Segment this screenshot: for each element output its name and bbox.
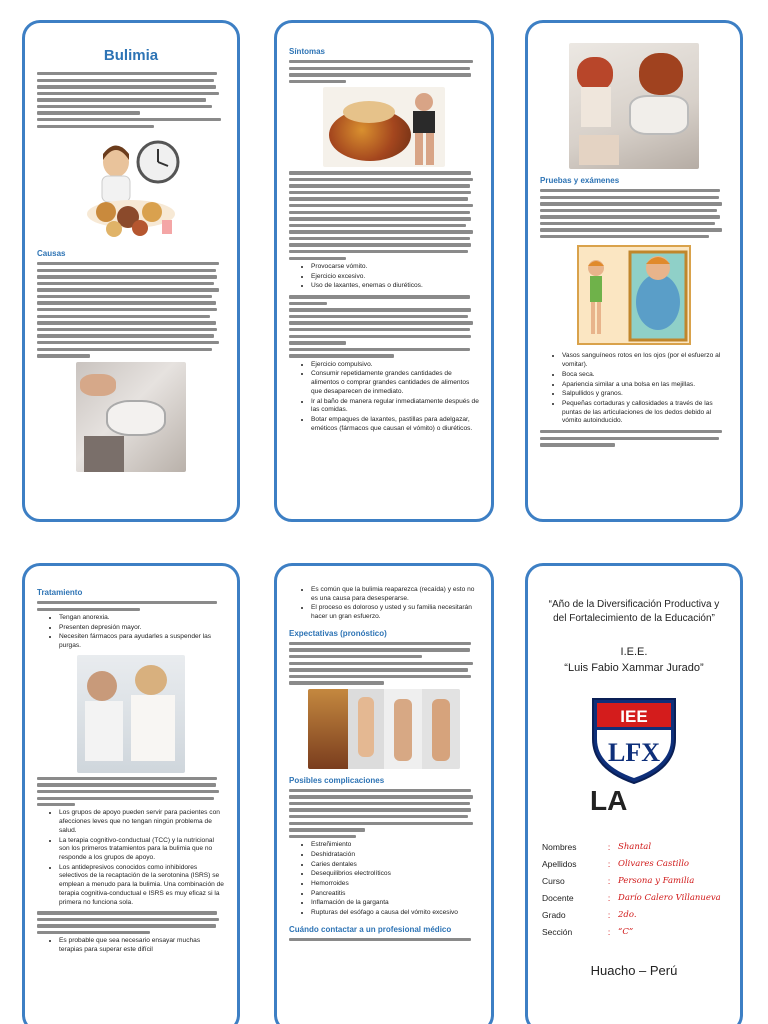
- text-line: [37, 79, 214, 82]
- info-label: Grado: [542, 910, 566, 921]
- text-line: [289, 789, 471, 792]
- causes-heading: Causas: [37, 249, 66, 259]
- purge-methods-list: [289, 263, 479, 291]
- bathroom-distress-photo: [569, 43, 699, 169]
- text-line: [37, 931, 150, 934]
- brochure-title: LA: [590, 784, 628, 816]
- school-shield-logo: [589, 693, 679, 785]
- text-line: [37, 783, 216, 786]
- text-line: [37, 275, 217, 278]
- list-item: • Presenten depresión mayor.: [59, 624, 225, 633]
- info-label: Curso: [542, 876, 565, 887]
- signs-list: [289, 361, 479, 434]
- tests-heading: Pruebas y exámenes: [540, 176, 620, 185]
- text-line: [540, 222, 715, 225]
- list-item: • Boca seca.: [562, 371, 728, 380]
- list-item: • Deshidratación: [311, 851, 479, 860]
- prognosis-paragraph: [289, 642, 479, 685]
- text-line: [37, 98, 206, 101]
- logo-top-text: IEE: [620, 706, 648, 726]
- info-value: Shantal: [618, 842, 652, 853]
- list-item: • La terapia cognitivo-conductual (TCC) y la nutricional son los primeros tratamientos para la bulimia que no responde a los grupos de apoyo.: [59, 837, 225, 863]
- text-line: [289, 802, 470, 805]
- text-line: [540, 443, 615, 446]
- women-dressing-photo: [77, 655, 185, 773]
- list-item: • Rupturas del esófago a causa del vómito excesivo: [311, 909, 479, 918]
- tests-paragraph: [540, 189, 728, 238]
- list-item: • Provocarse vómito.: [311, 263, 479, 272]
- school-line-2: “Luis Fabio Xammar Jurado”: [564, 661, 704, 674]
- text-line: [37, 85, 216, 88]
- text-line: [37, 262, 219, 265]
- city-country: Huacho – Perú: [590, 962, 678, 978]
- info-row: [540, 924, 728, 941]
- treatment-intro: [37, 601, 225, 611]
- list-item: • Los antidepresivos conocidos como inhibidores selectivos de la recaptación de la serotonina (ISRS) se emplean a menudo para la bulimia. Una combinación de terapia cognitiva-conductual e ISRS es muy eficaz si la primera no funciona sola.: [59, 864, 225, 908]
- symptoms-paragraph: [289, 171, 479, 260]
- text-line: [37, 72, 217, 75]
- text-line: [37, 341, 219, 344]
- text-line: [540, 209, 717, 212]
- list-item: • Uso de laxantes, enemas o diuréticos.: [311, 282, 479, 291]
- info-value: Persona y Familia: [618, 876, 695, 887]
- text-line: [289, 184, 470, 187]
- list-item: • Vasos sanguíneos rotos en los ojos (por el esfuerzo al vomitar).: [562, 352, 728, 369]
- text-line: [289, 341, 346, 344]
- text-line: [289, 328, 470, 331]
- logo-bottom-text: LFX: [608, 737, 660, 767]
- list-item: • Ejercicio compulsivo.: [311, 361, 479, 370]
- text-line: [37, 911, 217, 914]
- text-line: [37, 321, 216, 324]
- bathroom-photo: [76, 362, 186, 472]
- symptoms-paragraph-2: [289, 295, 479, 358]
- info-label: Docente: [542, 893, 574, 904]
- text-line: [289, 335, 471, 338]
- contact-heading: Cuándo contactar a un profesional médico: [289, 924, 452, 934]
- info-label: Nombres: [542, 842, 577, 853]
- text-line: [37, 803, 75, 806]
- text-line: [289, 815, 468, 818]
- text-line: [540, 235, 709, 238]
- panel-symptoms: [274, 20, 494, 522]
- contact-paragraph: [289, 938, 479, 941]
- info-separator: :: [607, 927, 611, 938]
- treatment-paragraph-2: [37, 911, 225, 934]
- relapse-notes-list: [289, 586, 479, 622]
- text-line: [289, 295, 470, 298]
- panel-cover: [525, 563, 743, 1024]
- text-line: [289, 348, 470, 351]
- list-item: • Es probable que sea necesario ensayar muchas terapias para superar este difícil: [59, 937, 225, 954]
- info-label: Sección: [542, 927, 573, 938]
- text-line: [289, 80, 346, 83]
- info-separator: :: [607, 876, 611, 887]
- school-name: [540, 645, 728, 677]
- text-line: [540, 196, 719, 199]
- text-line: [289, 237, 470, 240]
- student-info-table: [540, 839, 728, 941]
- list-item: • Salpullidos y granos.: [562, 390, 728, 399]
- info-separator: :: [607, 910, 611, 921]
- text-line: [289, 191, 471, 194]
- list-item: • Inflamación de la garganta: [311, 899, 479, 908]
- info-separator: :: [607, 842, 611, 853]
- list-item: • Es común que la bulimia reaparezca (recaída) y esto no es una causa para desesperarse.: [311, 586, 479, 603]
- text-line: [289, 822, 473, 825]
- info-value: “C”: [618, 927, 634, 938]
- panel-prognosis: [274, 563, 494, 1024]
- text-line: [289, 642, 471, 645]
- info-label: Apellidos: [542, 859, 577, 870]
- text-line: [37, 601, 217, 604]
- text-line: [289, 171, 471, 174]
- info-value: 2do.: [618, 910, 637, 921]
- text-line: [37, 269, 216, 272]
- list-item: • Pancreatitis: [311, 890, 479, 899]
- text-line: [37, 288, 219, 291]
- text-line: [37, 105, 212, 108]
- text-line: [540, 202, 722, 205]
- complications-heading: Posibles complicaciones: [289, 775, 385, 785]
- text-line: [37, 315, 210, 318]
- text-line: [37, 328, 217, 331]
- text-line: [289, 60, 473, 63]
- text-line: [289, 224, 466, 227]
- text-line: [289, 354, 394, 357]
- list-item: • Apariencia similar a una bolsa en las mejillas.: [562, 381, 728, 390]
- hospital-criteria-list: [37, 614, 225, 651]
- text-line: [289, 835, 356, 838]
- text-line: [37, 334, 214, 337]
- panel-title: Bulimia: [103, 47, 159, 64]
- text-line: [289, 808, 471, 811]
- list-item: • Tengan anorexia.: [59, 614, 225, 623]
- text-line: [289, 648, 470, 651]
- year-heading: “Año de la Diversificación Productiva y del Fortalecimiento de la Educación”: [548, 599, 720, 624]
- complications-paragraph: [289, 789, 479, 838]
- before-after-photo: [308, 689, 460, 769]
- text-line: [540, 228, 722, 231]
- info-value: Olivares Castillo: [618, 859, 690, 870]
- text-line: [37, 308, 217, 311]
- text-line: [289, 217, 471, 220]
- text-line: [37, 348, 212, 351]
- text-line: [540, 437, 719, 440]
- text-line: [540, 215, 720, 218]
- text-line: [289, 681, 384, 684]
- text-line: [289, 828, 365, 831]
- text-line: [540, 430, 722, 433]
- list-item: • Consumir repetidamente grandes cantidades de alimentos o comprar grandes cantidades de alimentos que desaparecen de inmediato.: [311, 370, 479, 396]
- text-line: [289, 308, 471, 311]
- list-item: • Necesiten fármacos para ayudarles a suspender las purgas.: [59, 633, 225, 650]
- text-line: [289, 211, 470, 214]
- panel-treatment: [22, 563, 240, 1024]
- text-line: [289, 668, 468, 671]
- exam-findings-list: [540, 352, 728, 426]
- info-row: [540, 839, 728, 856]
- text-line: [37, 777, 217, 780]
- text-line: [289, 938, 471, 941]
- text-line: [289, 230, 473, 233]
- tests-paragraph-2: [540, 430, 728, 447]
- text-line: [540, 189, 720, 192]
- list-item: • Caries dentales: [311, 861, 479, 870]
- text-line: [289, 204, 473, 207]
- complications-list: [289, 841, 479, 918]
- panel-bulimia-intro: [22, 20, 240, 522]
- info-row: [540, 907, 728, 924]
- symptoms-intro: [289, 60, 479, 83]
- bulimia-eating-illustration: [76, 132, 186, 242]
- text-line: [37, 918, 219, 921]
- list-item: • Ejercicio excesivo.: [311, 273, 479, 282]
- text-line: [289, 67, 470, 70]
- text-line: [289, 655, 422, 658]
- text-line: [37, 295, 212, 298]
- list-item: • Pequeñas cortaduras y callosidades a través de las puntas de las articulaciones de los dedos debido al vómito autoinducido.: [562, 400, 728, 426]
- panel-tests: [525, 20, 743, 522]
- school-line-1: I.E.E.: [620, 646, 648, 658]
- list-item: • Hemorroides: [311, 880, 479, 889]
- text-line: [37, 924, 216, 927]
- text-line: [37, 797, 214, 800]
- text-line: [37, 92, 219, 95]
- prognosis-heading: Expectativas (pronóstico): [289, 628, 387, 638]
- text-line: [37, 301, 216, 304]
- text-line: [289, 178, 473, 181]
- list-item: • Los grupos de apoyo pueden servir para pacientes con afecciones leves que no tengan ningún problema de salud.: [59, 809, 225, 835]
- text-line: [289, 315, 468, 318]
- text-line: [37, 125, 154, 128]
- text-line: [37, 111, 140, 114]
- list-item: • Ir al baño de manera regular inmediatamente después de las comidas.: [311, 398, 479, 415]
- symptoms-heading: Síntomas: [289, 47, 326, 56]
- info-separator: :: [607, 859, 611, 870]
- treatment-heading: Tratamiento: [37, 588, 83, 597]
- text-line: [289, 197, 468, 200]
- text-line: [37, 608, 140, 611]
- text-line: [289, 321, 473, 324]
- text-line: [289, 250, 468, 253]
- text-line: [37, 354, 90, 357]
- text-line: [37, 282, 214, 285]
- list-item: • Botar empaques de laxantes, pastillas para adelgazar, eméticos (fármacos que causan el vómito) o diuréticos.: [311, 416, 479, 433]
- mirror-body-image-illustration: [574, 242, 694, 348]
- text-line: [289, 302, 327, 305]
- food-and-person-photo: [323, 87, 445, 167]
- text-line: [37, 790, 219, 793]
- text-line: [289, 662, 473, 665]
- list-item: • Desequilibrios electrolíticos: [311, 870, 479, 879]
- info-value: Darío Calero Villanueva: [618, 893, 721, 904]
- treatment-options-list: [37, 809, 225, 907]
- text-line: [289, 257, 346, 260]
- text-line: [289, 795, 473, 798]
- info-row: [540, 890, 728, 907]
- causes-paragraph: [37, 262, 225, 357]
- list-item: • El proceso es doloroso y usted y su familia necesitarán hacer un gran esfuerzo.: [311, 604, 479, 621]
- info-row: [540, 856, 728, 873]
- info-separator: :: [607, 893, 611, 904]
- list-item: • Estreñimiento: [311, 841, 479, 850]
- text-line: [289, 675, 471, 678]
- text-line: [37, 118, 221, 121]
- treatment-paragraph: [37, 777, 225, 807]
- intro-paragraph: [37, 72, 225, 128]
- text-line: [289, 243, 471, 246]
- text-line: [289, 73, 471, 76]
- info-row: [540, 873, 728, 890]
- treatment-tips-list: [37, 937, 225, 954]
